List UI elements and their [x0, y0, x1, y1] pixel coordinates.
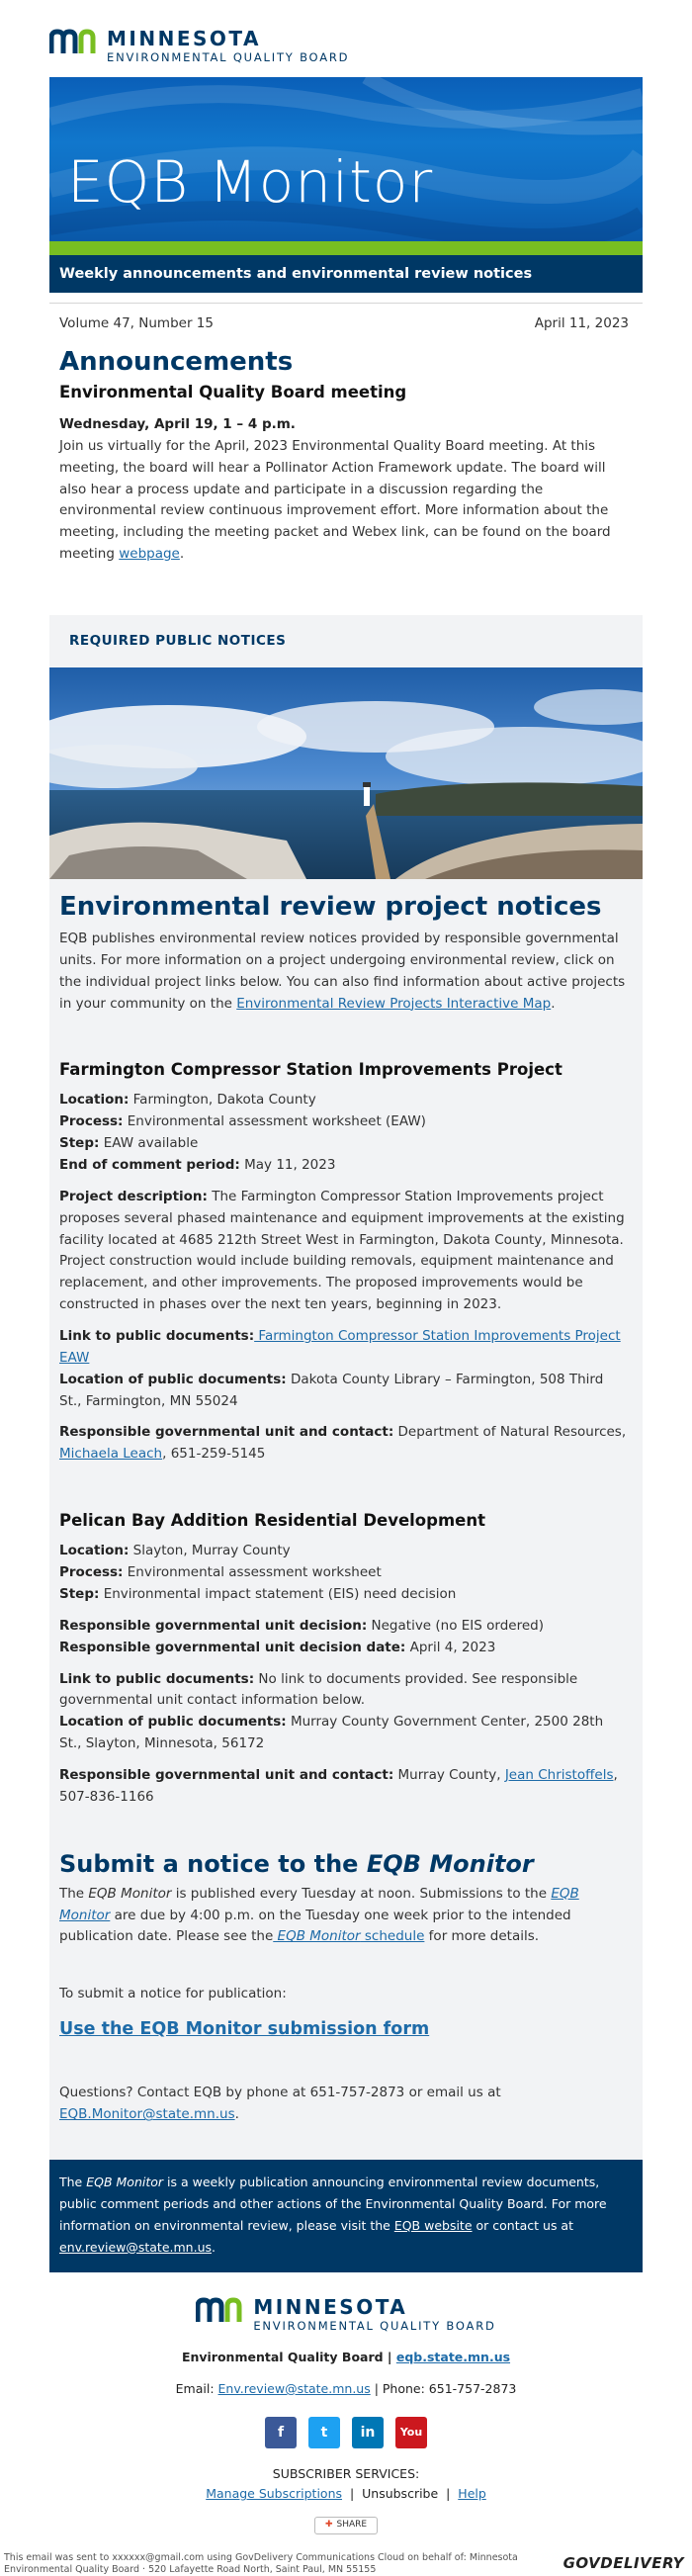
rgu-label: Responsible governmental unit and contact:: [59, 1766, 394, 1783]
bottom-footer: [0, 2296, 692, 2576]
footer-email-link[interactable]: Env.review@state.mn.us: [217, 2380, 371, 2396]
lake-pier-photo: [49, 667, 643, 879]
manage-subscriptions-link[interactable]: Manage Subscriptions: [206, 2486, 343, 2502]
footer-site-link[interactable]: eqb.state.mn.us: [395, 2349, 511, 2364]
project-description: [59, 1187, 629, 1316]
volume-number: Volume 47, Number 15: [59, 315, 214, 331]
step-label: Step:: [59, 1135, 100, 1152]
mn-logo-mark-icon: [49, 28, 101, 57]
footer-text-d: .: [212, 2239, 216, 2255]
description-value: The Farmington Compressor Station Improvements project proposes several phased maintenance and equipment improvements at the existing facility located at 4685 212th Street West in Farmington, Dakota County, Minnesota. Project construction would include building removals, equipment maintenance and replacement, and other improvements. The proposed improvements would be constructed in phases over the next ten years, beginning in 2023.: [59, 1188, 625, 1313]
issue-date: April 11, 2023: [534, 315, 629, 331]
interactive-map-link[interactable]: Environmental Review Projects Interactive Map: [236, 995, 552, 1012]
announcements-section: [49, 346, 643, 566]
schedule-link-em: EQB Monitor: [273, 1928, 361, 1945]
location-value: Slayton, Murray County: [129, 1543, 291, 1559]
process-label: Process:: [59, 1564, 124, 1581]
rgu-phone: , 507-836-1166: [59, 1766, 618, 1805]
govdelivery-logo[interactable]: GOVDELIVERY: [562, 2554, 684, 2573]
decision-date-label: Responsible governmental unit decision date:: [59, 1639, 406, 1655]
footer-text-b: is a weekly publication announcing environmental review documents, public comment periods and other actions of the Environmental Quality Board. For more information on environmental review, please visit the: [59, 2175, 607, 2233]
description-label: Project description:: [59, 1188, 208, 1204]
env-review-email-link[interactable]: env.review@state.mn.us: [59, 2239, 212, 2255]
project-location: [59, 1090, 629, 1111]
eqb-monitor-link-text: EQB Monitor: [59, 1885, 579, 1923]
step-value: Environmental impact statement (EIS) need decision: [99, 1585, 457, 1602]
project-docs-link: [59, 1669, 629, 1713]
submit-text-d: for more details.: [424, 1928, 540, 1945]
docs-label: Link to public documents:: [59, 1328, 255, 1345]
linkedin-icon[interactable]: in: [352, 2417, 384, 2448]
subscriber-services-label: SUBSCRIBER SERVICES:: [272, 2466, 420, 2482]
project-rgu: [59, 1422, 629, 1466]
share-icon: ✚: [324, 2520, 333, 2531]
rgu-phone: , 651-259-5145: [162, 1446, 266, 1463]
docloc-label: Location of public documents:: [59, 1371, 287, 1387]
twitter-icon[interactable]: t: [308, 2417, 340, 2448]
project-process: [59, 1562, 629, 1584]
location-label: Location:: [59, 1092, 130, 1109]
schedule-link-text: schedule: [360, 1928, 425, 1945]
footer-logo-line2: ENVIRONMENTAL QUALITY BOARD: [253, 2318, 496, 2333]
project-decision-date: [59, 1638, 629, 1659]
footer-text-em: EQB Monitor: [86, 2175, 164, 2190]
questions-text: [59, 2083, 629, 2126]
docloc-value: Murray County Government Center, 2500 28th St., Slayton, Minnesota, 56172: [59, 1714, 604, 1752]
green-divider: [49, 241, 643, 255]
legal-text: This email was sent to xxxxxx@gmail.com using GovDelivery Communications Cloud on behalf of: Minnesota Environmental Quality Board · 520 Lafayette Road North, Saint Paul, MN 55155: [4, 2551, 518, 2575]
contact-jean-christoffels-link[interactable]: Jean Christoffels: [504, 1766, 614, 1783]
meeting-webpage-link[interactable]: webpage: [119, 546, 180, 563]
footer-phone: | Phone: 651-757-2873: [370, 2380, 517, 2396]
help-link[interactable]: Help: [458, 2486, 486, 2502]
footer-contact-line: [0, 2379, 692, 2399]
submit-section: [59, 1848, 629, 2127]
submit-heading: [59, 1848, 629, 1880]
logo-line2: ENVIRONMENTAL QUALITY BOARD: [107, 50, 350, 64]
docloc-value: Dakota County Library – Farmington, 508 Third St., Farmington, MN 55024: [59, 1371, 604, 1409]
notices-intro-end: .: [551, 995, 556, 1012]
unsubscribe-text[interactable]: | Unsubscribe |: [342, 2486, 459, 2502]
footer-logo[interactable]: [0, 2296, 692, 2334]
submit-heading-italic: EQB Monitor: [366, 1849, 534, 1878]
farmington-eaw-link[interactable]: Farmington Compressor Station Improvements Project EAW: [59, 1328, 621, 1366]
youtube-icon[interactable]: You: [395, 2417, 427, 2448]
facebook-icon[interactable]: f: [265, 2417, 297, 2448]
submit-instruction: To submit a notice for publication:: [59, 1986, 287, 2002]
project-title: Farmington Compressor Station Improvements Project: [59, 1060, 562, 1080]
footer-email-label: Email:: [175, 2380, 218, 2396]
step-value: EAW available: [99, 1135, 199, 1152]
process-value: Environmental assessment worksheet (EAW): [123, 1113, 426, 1130]
notices-intro-text: EQB publishes environmental review notices provided by responsible governmental units. For more information on a project undergoing environmental review, click on the individual project links below. You can also find information about active projects in your community on the: [59, 931, 626, 1012]
legal-footer: [0, 2552, 692, 2576]
submit-text-b: is published every Tuesday at noon. Submissions to the: [171, 1885, 552, 1902]
project-docs-location: [59, 1370, 629, 1413]
decision-label: Responsible governmental unit decision:: [59, 1617, 368, 1634]
docs-label: Link to public documents:: [59, 1670, 255, 1687]
logo-line1: MINNESOTA: [107, 27, 261, 50]
location-label: Location:: [59, 1543, 130, 1559]
tagline-bar: Weekly announcements and environmental review notices: [49, 255, 643, 293]
required-notices-area: [49, 615, 643, 2160]
notices-intro: [59, 929, 629, 1015]
rgu-value: Department of Natural Resources,: [393, 1424, 627, 1441]
project-decision: [59, 1616, 629, 1638]
submit-schedule-text: [59, 1884, 629, 1949]
footer-org: Environmental Quality Board: [181, 2349, 384, 2364]
comment-end-label: End of comment period:: [59, 1157, 240, 1174]
footer-text-a: The: [59, 2175, 87, 2190]
rgu-label: Responsible governmental unit and contact:: [59, 1424, 394, 1441]
project-pelican-bay: [59, 1509, 629, 1808]
questions-body: Questions? Contact EQB by phone at 651-757-2873 or email us at: [59, 2085, 501, 2101]
footer-about: [49, 2160, 643, 2272]
meeting-body: [59, 414, 629, 566]
subscriber-links: [0, 2484, 692, 2504]
project-docs-location: [59, 1712, 629, 1755]
banner-title: EQB Monitor: [67, 148, 434, 216]
project-rgu: [59, 1765, 629, 1809]
step-label: Step:: [59, 1585, 100, 1602]
project-comment-end: [59, 1155, 629, 1177]
submit-text-c: are due by 4:00 p.m. on the Tuesday one week prior to the intended publication date. Please see the: [59, 1907, 571, 1945]
footer-text-c: or contact us at: [472, 2217, 573, 2233]
process-label: Process:: [59, 1113, 124, 1130]
submit-text-em: EQB Monitor: [88, 1885, 172, 1902]
eqb-monitor-banner: [49, 77, 643, 241]
footer-logo-line1: MINNESOTA: [253, 2294, 408, 2319]
footer-sep: |: [383, 2349, 396, 2364]
project-docs-link: [59, 1326, 629, 1370]
mn-logo[interactable]: [49, 0, 643, 77]
submit-heading-text: Submit a notice to the: [59, 1849, 367, 1878]
questions-end: .: [234, 2106, 239, 2123]
share-button[interactable]: [314, 2517, 378, 2534]
rgu-value: Murray County,: [393, 1766, 505, 1783]
footer-org-line: [0, 2348, 692, 2367]
contact-michaela-leach-link[interactable]: Michaela Leach: [59, 1446, 163, 1463]
announcements-heading: Announcements: [59, 347, 294, 377]
location-value: Farmington, Dakota County: [129, 1092, 316, 1109]
submit-text-a: The: [59, 1885, 89, 1902]
required-notices-label: REQUIRED PUBLIC NOTICES: [69, 633, 287, 650]
meeting-text-end: .: [179, 546, 185, 563]
meeting-text: Join us virtually for the April, 2023 Environmental Quality Board meeting. At this meeting, the board will hear a Pollinator Action Framework update. The board will also hear a process update and participate in a discussion regarding the environmental review continuous improvement effort. More information about the meeting, including the meeting packet and Webex link, can be found on the board meeting: [59, 437, 611, 563]
monitor-schedule-link[interactable]: [273, 1928, 424, 1944]
comment-end-value: May 11, 2023: [239, 1157, 336, 1174]
project-location: [59, 1541, 629, 1562]
eqb-website-link[interactable]: EQB website: [393, 2217, 473, 2233]
project-farmington: [59, 1058, 629, 1466]
project-process: [59, 1111, 629, 1133]
share-label: SHARE: [336, 2520, 368, 2531]
notices-heading: Environmental review project notices: [59, 892, 602, 923]
notices-section: [49, 891, 643, 2126]
meeting-title: Environmental Quality Board meeting: [59, 383, 407, 401]
mn-logo-mark-icon: [196, 2296, 247, 2326]
social-links: [0, 2417, 692, 2448]
project-title: Pelican Bay Addition Residential Development: [59, 1511, 485, 1531]
decision-date-value: April 4, 2023: [405, 1639, 496, 1655]
decision-value: Negative (no EIS ordered): [367, 1617, 544, 1634]
meeting-time: Wednesday, April 19, 1 – 4 p.m.: [59, 416, 296, 432]
docs-value: No link to documents provided. See responsible governmental unit contact information below.: [59, 1670, 578, 1709]
submission-form-link[interactable]: Use the EQB Monitor submission form: [59, 2019, 430, 2040]
project-step: [59, 1584, 629, 1606]
project-step: [59, 1133, 629, 1155]
monitor-email-link[interactable]: EQB.Monitor@state.mn.us: [59, 2106, 235, 2123]
process-value: Environmental assessment worksheet: [123, 1564, 382, 1581]
docloc-label: Location of public documents:: [59, 1714, 287, 1731]
issue-info: [49, 303, 643, 342]
